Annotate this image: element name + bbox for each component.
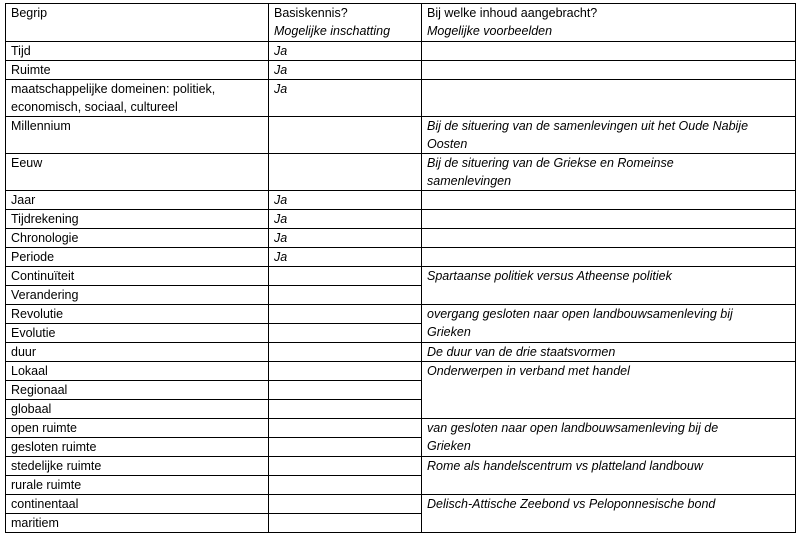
basis-cell <box>269 286 422 305</box>
table-row <box>6 117 796 154</box>
table-row <box>6 80 796 117</box>
basis-cell <box>269 495 422 514</box>
example-cell: Delisch-Attische Zeebond vs Peloponnesische bond <box>422 495 796 533</box>
basis-cell: Ja <box>269 80 422 117</box>
term-cell: Lokaal <box>6 362 269 381</box>
example-cell <box>422 229 796 248</box>
term-cell: globaal <box>6 400 269 419</box>
header-inhoud-subtitle: Mogelijke voorbeelden <box>427 24 553 38</box>
table-row <box>6 457 796 476</box>
table-row <box>6 42 796 61</box>
term-cell: Revolutie <box>6 305 269 324</box>
term-cell: Periode <box>6 248 269 267</box>
example-cell: Rome als handelscentrum vs platteland landbouw <box>422 457 796 495</box>
table-row <box>6 191 796 210</box>
basis-cell <box>269 476 422 495</box>
term-cell: duur <box>6 343 269 362</box>
table-row <box>6 229 796 248</box>
table-row <box>6 61 796 80</box>
basis-cell <box>269 305 422 324</box>
header-basiskennis-title: Basiskennis? <box>274 6 348 20</box>
table-row <box>6 495 796 514</box>
table-row <box>6 305 796 324</box>
term-cell: gesloten ruimte <box>6 438 269 457</box>
term-cell: Jaar <box>6 191 269 210</box>
table-row <box>6 343 796 362</box>
table-row <box>6 419 796 438</box>
term-cell: maritiem <box>6 514 269 533</box>
basis-cell <box>269 154 422 191</box>
table-row <box>6 154 796 191</box>
example-line: Oosten <box>427 137 468 151</box>
basis-cell <box>269 438 422 457</box>
example-cell <box>422 80 796 117</box>
basis-cell <box>269 343 422 362</box>
example-cell <box>422 419 796 457</box>
basis-cell: Ja <box>269 248 422 267</box>
term-cell: rurale ruimte <box>6 476 269 495</box>
header-inhoud <box>422 4 796 42</box>
concepts-table <box>5 3 796 533</box>
term-cell: Ruimte <box>6 61 269 80</box>
example-cell <box>422 154 796 191</box>
example-line: Grieken <box>427 439 471 453</box>
example-line: samenlevingen <box>427 174 512 188</box>
example-cell: Onderwerpen in verband met handel <box>422 362 796 419</box>
table-row <box>6 248 796 267</box>
table-row <box>6 267 796 286</box>
header-inhoud-title: Bij welke inhoud aangebracht? <box>427 6 598 20</box>
example-cell <box>422 248 796 267</box>
term-cell: Eeuw <box>6 154 269 191</box>
term-cell: Evolutie <box>6 324 269 343</box>
example-cell <box>422 191 796 210</box>
basis-cell: Ja <box>269 229 422 248</box>
table-row <box>6 210 796 229</box>
basis-cell: Ja <box>269 191 422 210</box>
basis-cell <box>269 514 422 533</box>
example-cell <box>422 210 796 229</box>
term-cell: stedelijke ruimte <box>6 457 269 476</box>
example-cell <box>422 61 796 80</box>
example-line: van gesloten naar open landbouwsamenleving bij de <box>427 421 719 435</box>
term-cell: continentaal <box>6 495 269 514</box>
term-cell: Verandering <box>6 286 269 305</box>
example-cell <box>422 42 796 61</box>
basis-cell <box>269 324 422 343</box>
term-cell: Regionaal <box>6 381 269 400</box>
term-cell: Tijdrekening <box>6 210 269 229</box>
example-line: Grieken <box>427 325 471 339</box>
example-line: overgang gesloten naar open landbouwsamenleving bij <box>427 307 733 321</box>
basis-cell <box>269 362 422 381</box>
header-begrip: Begrip <box>6 4 269 42</box>
term-line: maatschappelijke domeinen: politiek, <box>11 82 216 96</box>
term-line: economisch, sociaal, cultureel <box>11 100 178 114</box>
term-cell: Millennium <box>6 117 269 154</box>
term-cell: Tijd <box>6 42 269 61</box>
table-header-row <box>6 4 796 42</box>
basis-cell <box>269 400 422 419</box>
header-basiskennis-subtitle: Mogelijke inschatting <box>274 24 391 38</box>
header-basiskennis <box>269 4 422 42</box>
basis-cell <box>269 117 422 154</box>
example-line: Bij de situering van de Griekse en Romeinse <box>427 156 674 170</box>
basis-cell <box>269 457 422 476</box>
basis-cell <box>269 419 422 438</box>
example-cell <box>422 305 796 343</box>
example-cell <box>422 117 796 154</box>
example-line: Bij de situering van de samenlevingen uit het Oude Nabije <box>427 119 749 133</box>
term-cell: Continuïteit <box>6 267 269 286</box>
term-cell: open ruimte <box>6 419 269 438</box>
basis-cell: Ja <box>269 61 422 80</box>
example-cell: De duur van de drie staatsvormen <box>422 343 796 362</box>
term-cell: Chronologie <box>6 229 269 248</box>
basis-cell <box>269 267 422 286</box>
table-row <box>6 362 796 381</box>
example-cell: Spartaanse politiek versus Atheense politiek <box>422 267 796 305</box>
term-cell <box>6 80 269 117</box>
basis-cell: Ja <box>269 210 422 229</box>
basis-cell <box>269 381 422 400</box>
basis-cell: Ja <box>269 42 422 61</box>
